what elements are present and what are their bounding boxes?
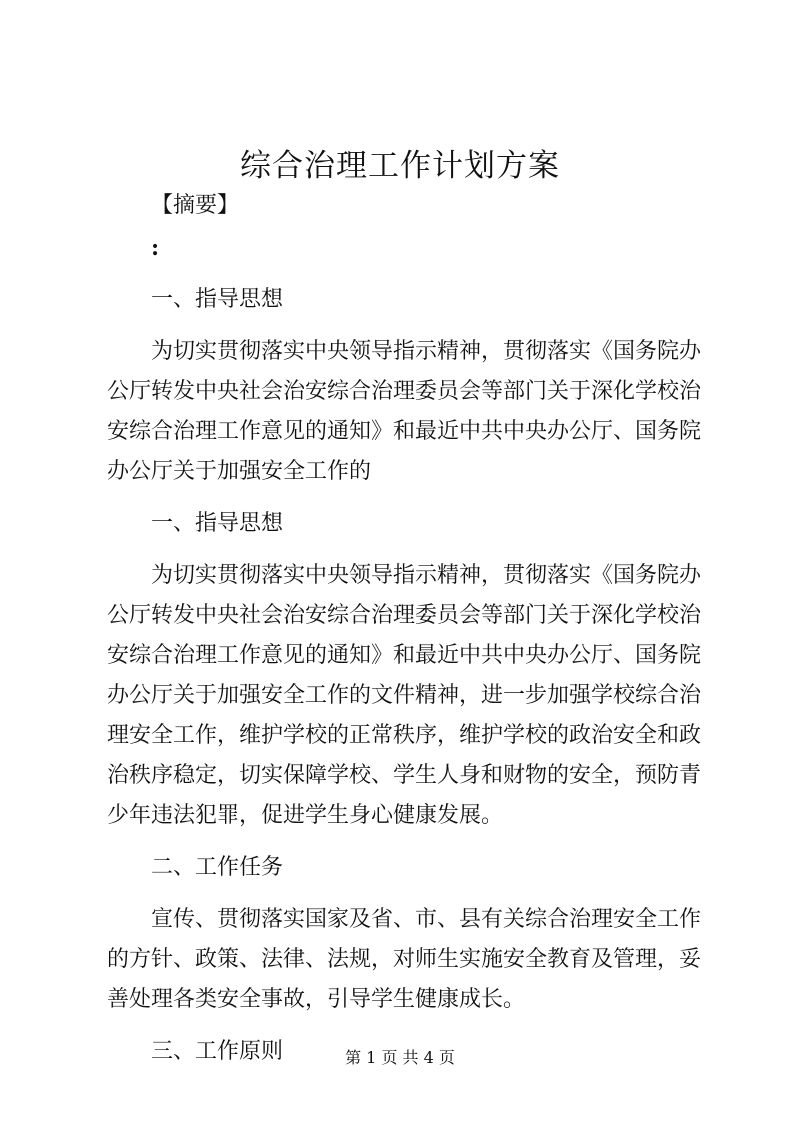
paragraph: 为切实贯彻落实中央领导指示精神，贯彻落实《国务院办公厅转发中央社会治安综合治理委员会等部门关于深化学校治安综合治理工作意见的通知》和最近中共中央办公厅、国务院办公厅关于加强安全工作的 <box>107 339 702 484</box>
abstract-label: 【摘要】 <box>151 193 240 218</box>
paragraph: 宣传、贯彻落实国家及省、市、县有关综合治理安全工作的方针、政策、法律、法规，对师生实施安全教育及管理，妥善处理各类安全事故，引导学生健康成长。 <box>107 907 702 1012</box>
section-heading: 一、指导思想 <box>151 511 284 536</box>
document-body <box>107 186 701 1072</box>
document-title: 综合治理工作计划方案 <box>240 148 560 184</box>
paragraph: 为切实贯彻落实中央领导指示精神，贯彻落实《国务院办公厅转发中央社会治安综合治理委员会等部门关于深化学校治安综合治理工作意见的通知》和最近中共中央办公厅、国务院办公厅关于加强安全工作的文件精神，进一步加强学校综合治理安全工作，维护学校的正常秩序，维护学校的政治安全和政治秩序稳定，切实保障学校、学生人身和财物的安全，预防青少年违法犯罪，促进学生身心健康发展。 <box>107 563 702 828</box>
page-footer: 第 1 页 共 4 页 <box>345 1048 455 1067</box>
section-heading: 二、工作任务 <box>151 855 284 880</box>
section-heading: 三、工作原则 <box>151 1039 284 1064</box>
abstract-colon: : <box>151 235 160 261</box>
section-heading: 一、指导思想 <box>151 287 284 312</box>
